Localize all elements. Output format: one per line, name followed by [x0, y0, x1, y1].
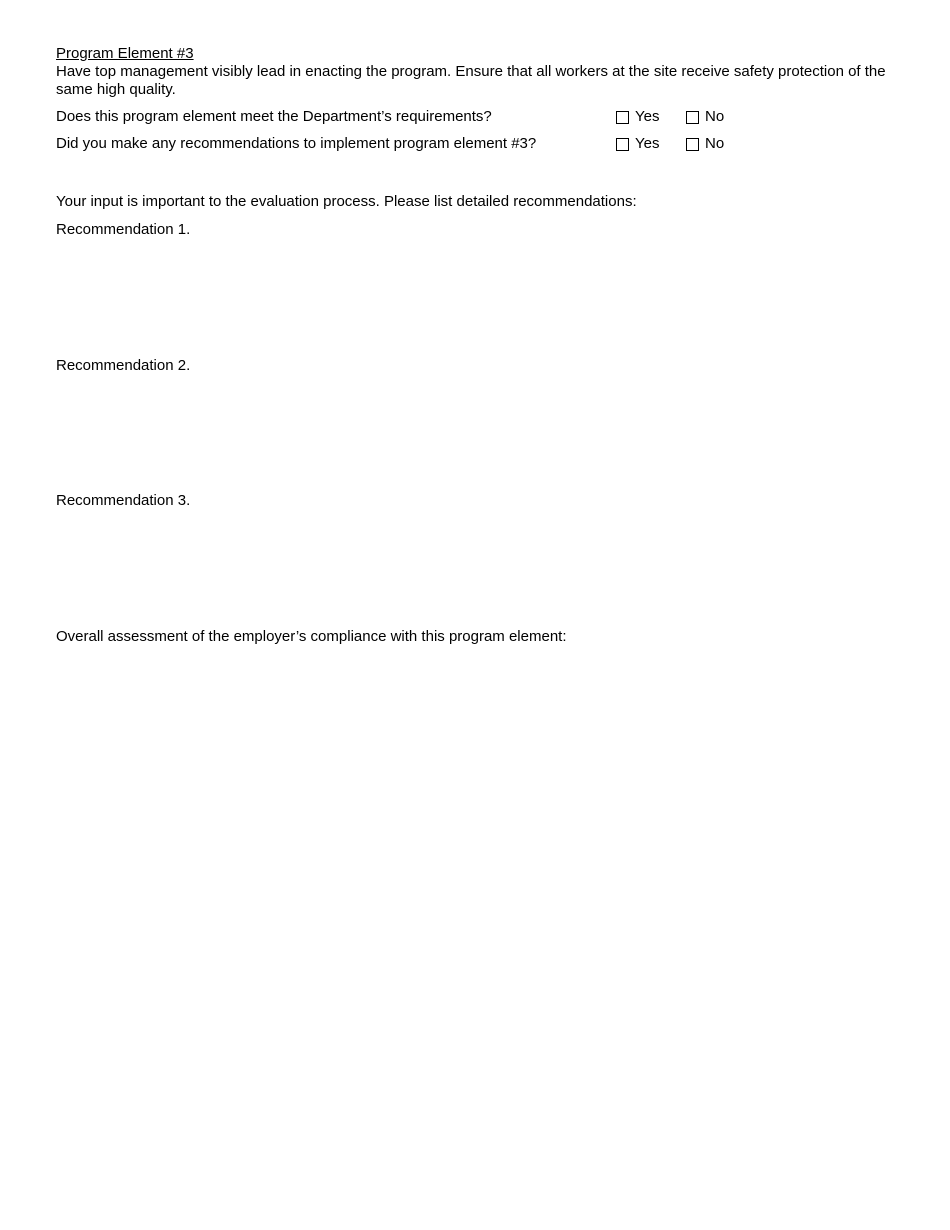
question-requirements-met: Does this program element meet the Department’s requirements? [56, 108, 492, 125]
program-element-description: Have top management visibly lead in enacting the program. Ensure that all workers at the site receive safety protection of the same high quality. [56, 63, 886, 98]
recommendation-1-label: Recommendation 1. [56, 221, 191, 238]
input-prompt: Your input is important to the evaluation process. Please list detailed recommendations: [56, 193, 637, 210]
requirements-met-no-label: No [705, 108, 725, 125]
requirements-met-yes-checkbox[interactable] [616, 111, 629, 124]
requirements-met-yes-option[interactable] [616, 108, 659, 126]
recommendations-made-no-checkbox[interactable] [686, 138, 699, 151]
recommendations-made-no-option[interactable] [686, 135, 724, 153]
recommendations-made-yes-label: Yes [635, 135, 660, 152]
requirements-met-no-option[interactable] [686, 108, 724, 126]
question-recommendations-made: Did you make any recommendations to implement program element #3? [56, 135, 537, 152]
recommendation-3-label: Recommendation 3. [56, 492, 191, 509]
recommendation-2-label: Recommendation 2. [56, 357, 191, 374]
program-element-heading: Program Element #3 [56, 45, 194, 62]
overall-assessment-label: Overall assessment of the employer’s compliance with this program element: [56, 628, 567, 645]
recommendations-made-no-label: No [705, 135, 725, 152]
recommendations-made-yes-checkbox[interactable] [616, 138, 629, 151]
recommendations-made-yes-option[interactable] [616, 135, 659, 153]
requirements-met-yes-label: Yes [635, 108, 660, 125]
requirements-met-no-checkbox[interactable] [686, 111, 699, 124]
